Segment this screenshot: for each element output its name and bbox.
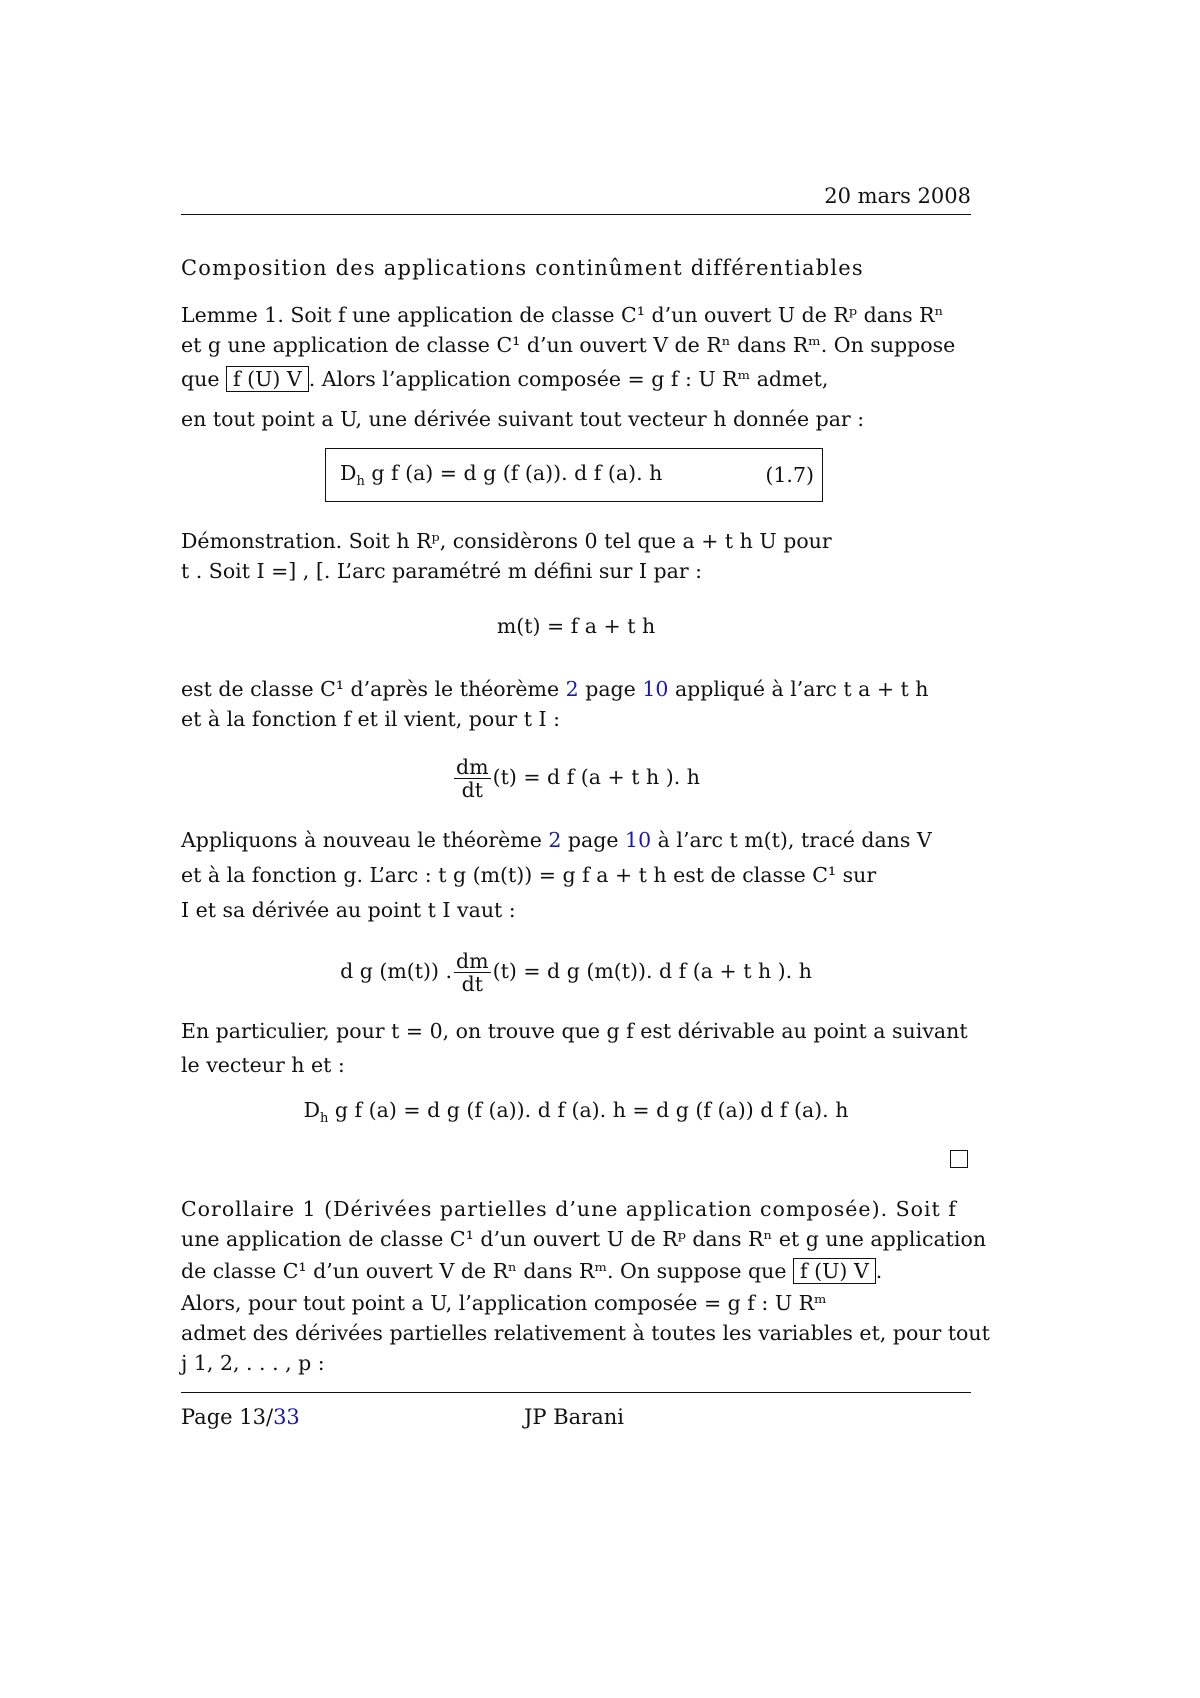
corollary-line-3: de classe C¹ d’un ouvert V de Rⁿ dans Rᵐ. On suppose que f (U) V . [181,1259,883,1283]
total-pages-link[interactable]: 33 [273,1405,300,1429]
footer-author: JP Barani [524,1405,624,1429]
lemma-line-3 [181,364,971,394]
qed-square-icon [950,1150,968,1168]
corollary-line-2: une application de classe C¹ d’un ouvert U de Rᵖ dans Rⁿ et g une application [181,1227,987,1251]
demo-line-5: Appliquons à nouveau le théorème 2 page 10 à l’arc t m(t), tracé dans V [181,828,932,852]
lemma-line-1: Lemme 1. Soit f une application de classe C¹ d’un ouvert U de Rᵖ dans Rⁿ [181,303,944,327]
boxed-formula-body: $D_h$ g f (a) = d g (f (a)). d f (a). h [340,460,663,490]
fraction-dm-dt-2: $\frac{dm}{dt}$ [456,949,489,996]
footer-page-number: Page 13/33 [181,1405,300,1429]
hypothesis-box-2: f (U) V [793,1258,876,1284]
equation-chain: d g (m(t)) . $\frac{dm}{dt}$ (t) = d g (m(t)). d f (a + t h ). h [340,949,812,996]
equation-label: (1.7) [765,463,814,487]
section-title: Composition des applications continûment différentiables [181,256,864,280]
demo-line-8: En particulier, pour t = 0, on trouve que g f est dérivable au point a suivant [181,1019,968,1043]
corollary-line-5: admet des dérivées partielles relativement à toutes les variables et, pour tout [181,1321,990,1345]
demo-line-1: Démonstration. Soit h Rᵖ, considèrons 0 tel que a + t h U pour [181,529,832,553]
demo-line-2: t . Soit I =] , [. L’arc paramétré m défini sur I par : [181,559,703,583]
demo-line-4: et à la fonction f et il vient, pour t I : [181,707,561,731]
header-date: 20 mars 2008 [824,184,971,208]
equation-derivative: $\frac{dm}{dt}$ (t) = d f (a + t h ). h [456,755,700,802]
hypothesis-box: f (U) V [226,366,309,392]
boxed-formula [325,448,823,502]
equation-conclusion: $D_h$ g f (a) = d g (f (a)). d f (a). h = d g (f (a)) d f (a). h [303,1098,849,1127]
header-rule [181,214,971,215]
lemma-line-4: en tout point a U, une dérivée suivant tout vecteur h donnée par : [181,407,865,431]
lemma-line-2: et g une application de classe C¹ d’un ouvert V de Rⁿ dans Rᵐ. On suppose [181,333,956,357]
lemma-line-3-prefix: que [181,367,220,391]
theorem-ref-link-2[interactable]: 2 [548,828,562,852]
corollary-line-1: Corollaire 1 (Dérivées partielles d’une application composée). Soit f [181,1197,957,1221]
lemma-line-3-suffix: . Alors l’application composée = g f : U Rᵐ admet, [308,367,829,391]
theorem-ref-link[interactable]: 2 [565,677,579,701]
demo-line-9: le vecteur h et : [181,1053,345,1077]
demo-line-7: I et sa dérivée au point t I vaut : [181,898,516,922]
page-ref-link-2[interactable]: 10 [625,828,652,852]
corollary-line-4: Alors, pour tout point a U, l’application composée = g f : U Rᵐ [181,1291,827,1315]
corollary-line-6: j 1, 2, . . . , p : [181,1351,325,1375]
demo-line-3: est de classe C¹ d’après le théorème 2 page 10 appliqué à l’arc t a + t h [181,677,929,701]
page-ref-link[interactable]: 10 [642,677,669,701]
fraction-dm-dt: $\frac{dm}{dt}$ [456,755,489,802]
demo-line-6: et à la fonction g. L’arc : t g (m(t)) = g f a + t h est de classe C¹ sur [181,863,877,887]
equation-arc: m(t) = f a + t h [496,614,656,638]
footer-rule [181,1392,971,1393]
